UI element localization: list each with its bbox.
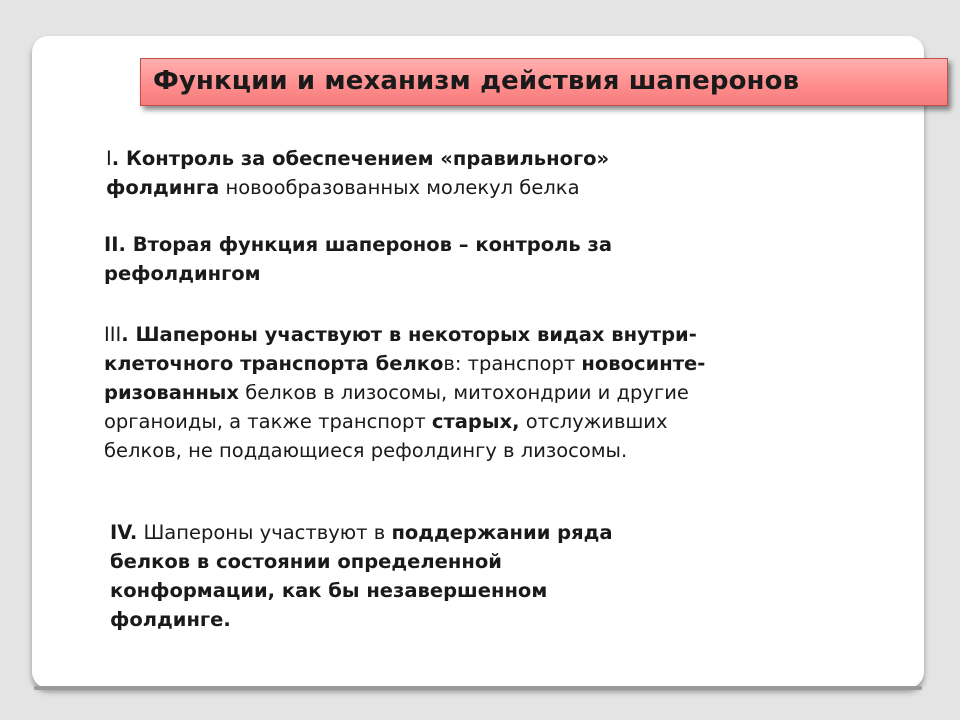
paragraph-2-line-2: рефолдингом bbox=[104, 262, 261, 285]
paragraph-1-line-2 bbox=[106, 173, 609, 202]
paragraph-3-text: отслуживших bbox=[519, 410, 668, 433]
paragraph-1-text: . Контроль за обеспечением «правильного» bbox=[111, 147, 610, 170]
paragraph-2 bbox=[104, 230, 612, 288]
paragraph-4 bbox=[110, 518, 613, 634]
paragraph-1-bold-term: фолдинга bbox=[106, 176, 220, 199]
paragraph-3-line-5: белков, не поддающиеся рефолдингу в лизосомы. bbox=[104, 439, 628, 462]
paragraph-1 bbox=[106, 144, 609, 202]
card-bottom-border bbox=[34, 686, 922, 690]
paragraph-3-line-2 bbox=[104, 349, 705, 378]
paragraph-3-text: в: транспорт bbox=[443, 352, 582, 375]
paragraph-3-text: старых, bbox=[431, 410, 520, 433]
paragraph-4-line-3: конформации, как бы незавершенном bbox=[110, 579, 548, 602]
paragraph-1-line-1 bbox=[106, 144, 609, 173]
paragraph-2-line-1: II. Вторая функция шаперонов – контроль за bbox=[104, 233, 612, 256]
roman-numeral-4: IV. bbox=[110, 521, 138, 544]
paragraph-3-text: органоиды, а также транспорт bbox=[104, 410, 432, 433]
paragraph-4-line-4: фолдинге. bbox=[110, 608, 231, 631]
paragraph-3-line-1 bbox=[104, 320, 705, 349]
slide-title: Функции и механизм действия шаперонов bbox=[153, 66, 800, 96]
paragraph-3-text: ризованных bbox=[104, 381, 240, 404]
paragraph-1-text: новообразованных молекул белка bbox=[219, 176, 580, 199]
roman-numeral-3: III bbox=[104, 323, 122, 346]
paragraph-4-text: поддержании ряда bbox=[391, 521, 613, 544]
paragraph-3 bbox=[104, 320, 705, 465]
paragraph-3-text: . Шапероны участвуют в некоторых видах внутри- bbox=[121, 323, 697, 346]
paragraph-3-line-3 bbox=[104, 378, 705, 407]
title-banner bbox=[140, 58, 948, 106]
paragraph-4-line-1 bbox=[110, 518, 613, 547]
paragraph-3-text: белков в лизосомы, митохондрии и другие bbox=[239, 381, 689, 404]
paragraph-3-text: новосинте- bbox=[581, 352, 706, 375]
paragraph-3-line-4 bbox=[104, 407, 705, 436]
paragraph-4-line-2: белков в состоянии определенной bbox=[110, 550, 502, 573]
paragraph-4-text: Шапероны участвуют в bbox=[137, 521, 392, 544]
roman-numeral-1: I bbox=[106, 147, 112, 170]
paragraph-3-text: клеточного транспорта белко bbox=[104, 352, 444, 375]
